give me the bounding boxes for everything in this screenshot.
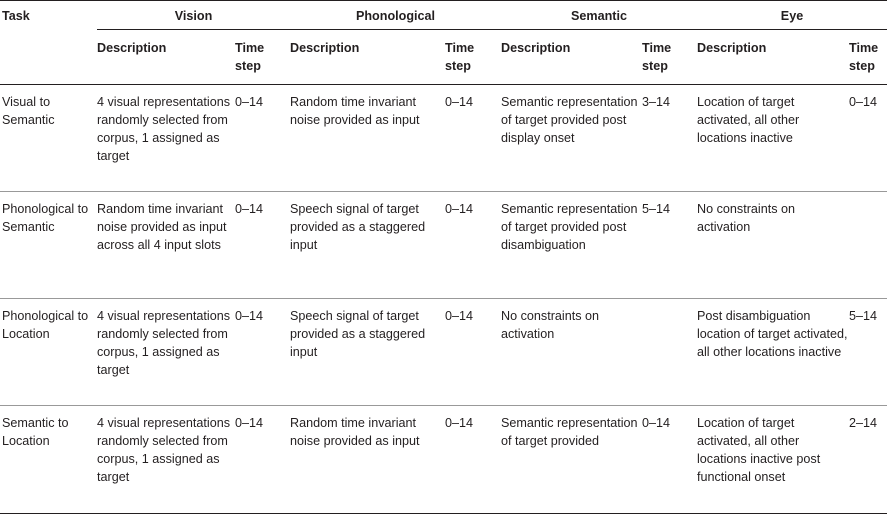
header-group-semantic: [501, 1, 697, 31]
cell-task: Phonological to Location: [0, 298, 97, 405]
cell-task: Phonological to Semantic: [0, 191, 97, 298]
cell-semantic-description: No constraints on activation: [501, 298, 642, 405]
table-row: [0, 84, 887, 191]
cell-phonological-description: Speech signal of target provided as a staggered input: [290, 298, 445, 405]
cell-eye-time: [849, 191, 887, 298]
header-group-label: Vision: [97, 7, 290, 30]
header-group-vision: [97, 1, 290, 31]
cell-phonological-time: 0–14: [445, 191, 501, 298]
header-task-spacer: [0, 30, 97, 84]
cell-semantic-description: Semantic representation of target provided: [501, 405, 642, 513]
header-task: Task: [0, 1, 97, 31]
cell-task: Visual to Semantic: [0, 84, 97, 191]
table-row: [0, 298, 887, 405]
cell-phonological-time: 0–14: [445, 405, 501, 513]
header-group-label: Eye: [697, 7, 887, 30]
header-description: Description: [697, 30, 849, 84]
cell-semantic-time: 3–14: [642, 84, 697, 191]
cell-eye-time: 2–14: [849, 405, 887, 513]
table-row: [0, 405, 887, 513]
cell-vision-description: 4 visual representations randomly selected from corpus, 1 assigned as target: [97, 84, 235, 191]
cell-vision-time: 0–14: [235, 191, 290, 298]
header-time-step: Time step: [235, 30, 290, 84]
cell-vision-time: 0–14: [235, 405, 290, 513]
cell-semantic-time: [642, 298, 697, 405]
header-description: Description: [290, 30, 445, 84]
header-time-step: Time step: [849, 30, 887, 84]
cell-vision-time: 0–14: [235, 298, 290, 405]
cell-vision-description: 4 visual representations randomly selected from corpus, 1 assigned as target: [97, 405, 235, 513]
cell-phonological-description: Random time invariant noise provided as input: [290, 405, 445, 513]
cell-eye-description: Location of target activated, all other locations inactive: [697, 84, 849, 191]
cell-semantic-description: Semantic representation of target provided post disambiguation: [501, 191, 642, 298]
cell-vision-description: 4 visual representations randomly selected from corpus, 1 assigned as target: [97, 298, 235, 405]
cell-eye-time: 5–14: [849, 298, 887, 405]
cell-task: Semantic to Location: [0, 405, 97, 513]
cell-semantic-time: 0–14: [642, 405, 697, 513]
header-row-groups: [0, 1, 887, 31]
cell-vision-description: Random time invariant noise provided as input across all 4 input slots: [97, 191, 235, 298]
cell-semantic-time: 5–14: [642, 191, 697, 298]
cell-vision-time: 0–14: [235, 84, 290, 191]
header-time-step: Time step: [642, 30, 697, 84]
cell-eye-description: Post disambiguation location of target activated, all other locations inactive: [697, 298, 849, 405]
cell-eye-time: 0–14: [849, 84, 887, 191]
header-group-label: Phonological: [290, 7, 501, 30]
cell-eye-description: Location of target activated, all other locations inactive post functional onset: [697, 405, 849, 513]
cell-semantic-description: Semantic representation of target provided post display onset: [501, 84, 642, 191]
header-group-phonological: [290, 1, 501, 31]
cell-phonological-description: Speech signal of target provided as a staggered input: [290, 191, 445, 298]
cell-phonological-description: Random time invariant noise provided as input: [290, 84, 445, 191]
cell-phonological-time: 0–14: [445, 84, 501, 191]
header-description: Description: [97, 30, 235, 84]
header-description: Description: [501, 30, 642, 84]
header-group-eye: [697, 1, 887, 31]
header-group-label: Semantic: [501, 7, 697, 30]
header-row-columns: [0, 30, 887, 84]
cell-eye-description: No constraints on activation: [697, 191, 849, 298]
table-row: [0, 191, 887, 298]
header-time-step: Time step: [445, 30, 501, 84]
cell-phonological-time: 0–14: [445, 298, 501, 405]
